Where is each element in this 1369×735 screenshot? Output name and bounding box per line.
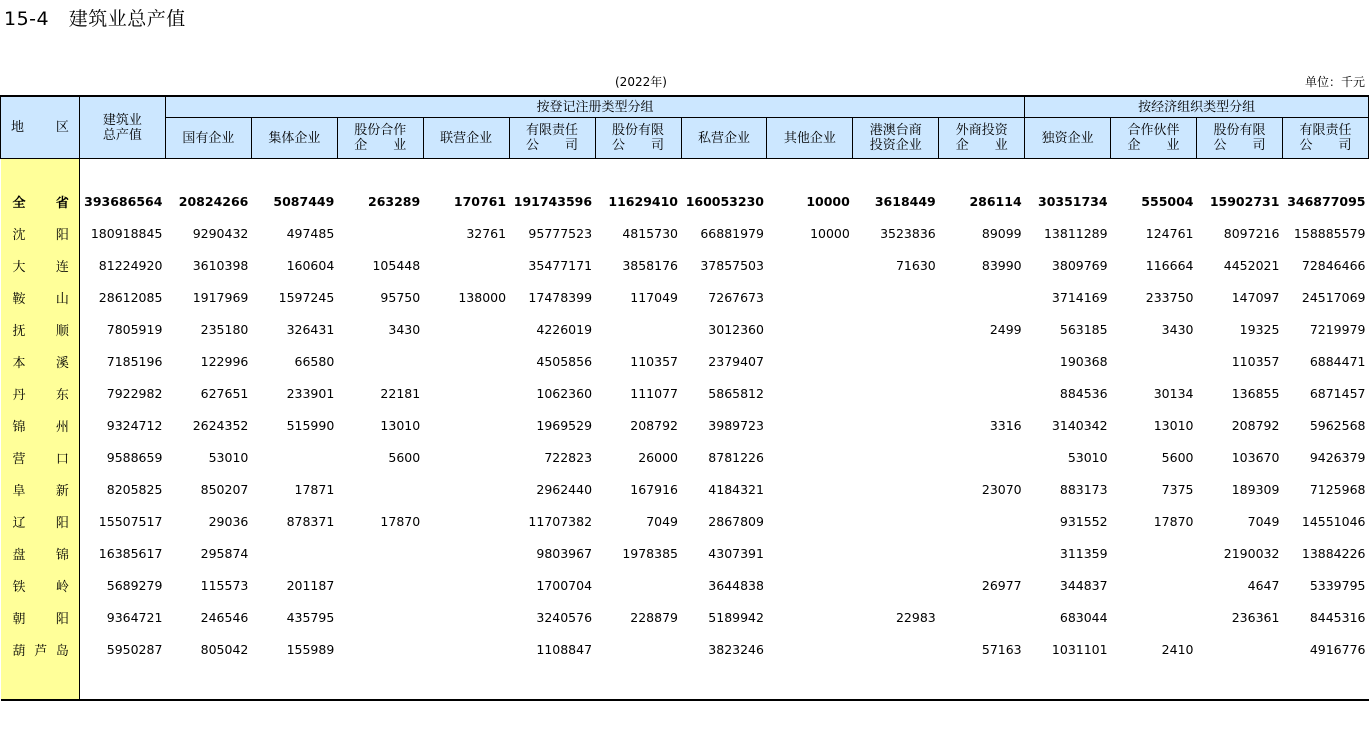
value-cell: 124761 bbox=[1145, 225, 1194, 241]
header-region: 地 区 bbox=[1, 96, 80, 159]
value-cell: 6884471 bbox=[1309, 353, 1366, 369]
value-cell: 9364721 bbox=[106, 609, 163, 625]
value-cell: 26000 bbox=[638, 449, 678, 465]
value-cell bbox=[939, 281, 1025, 313]
region-cell: 葫芦岛 bbox=[1, 633, 80, 665]
value-cell: 7219979 bbox=[1309, 321, 1366, 337]
value-cell: 9426379 bbox=[1309, 449, 1366, 465]
value-cell bbox=[337, 473, 423, 505]
value-cell: 28612085 bbox=[98, 289, 163, 305]
value-cell bbox=[423, 473, 509, 505]
header-econ-col-2: 股份有限 公 司 bbox=[1196, 118, 1282, 159]
value-cell bbox=[423, 569, 509, 601]
value-cell bbox=[251, 537, 337, 569]
table-row bbox=[1, 569, 1369, 601]
value-cell: 17870 bbox=[380, 513, 421, 529]
header-group-economic: 按经济组织类型分组 bbox=[1025, 96, 1369, 118]
value-cell: 20824266 bbox=[178, 193, 249, 209]
value-cell: 233901 bbox=[286, 385, 335, 401]
value-cell: 286114 bbox=[969, 193, 1022, 209]
value-cell: 17870 bbox=[1153, 513, 1194, 529]
value-cell bbox=[853, 473, 939, 505]
value-cell bbox=[595, 569, 681, 601]
value-cell bbox=[767, 313, 853, 345]
header-econ-col-1: 合作伙伴 企 业 bbox=[1111, 118, 1197, 159]
value-cell bbox=[767, 281, 853, 313]
value-cell: 8445316 bbox=[1309, 609, 1366, 625]
value-cell: 10000 bbox=[810, 225, 850, 241]
value-cell: 201187 bbox=[286, 577, 335, 593]
value-cell: 3316 bbox=[989, 417, 1022, 433]
table-body bbox=[1, 159, 1369, 701]
value-cell: 190368 bbox=[1059, 353, 1108, 369]
value-cell: 5689279 bbox=[106, 577, 163, 593]
construction-output-table bbox=[0, 95, 1369, 701]
value-cell bbox=[423, 345, 509, 377]
value-cell: 1597245 bbox=[278, 289, 335, 305]
value-cell: 5189942 bbox=[708, 609, 764, 625]
value-cell: 4226019 bbox=[536, 321, 593, 337]
value-cell: 7267673 bbox=[708, 289, 764, 305]
value-cell: 147097 bbox=[1231, 289, 1280, 305]
value-cell: 4307391 bbox=[708, 545, 764, 561]
value-cell: 3618449 bbox=[874, 193, 936, 209]
value-cell: 208792 bbox=[1231, 417, 1280, 433]
value-cell: 3644838 bbox=[708, 577, 764, 593]
value-cell: 167916 bbox=[630, 481, 678, 497]
value-cell bbox=[1196, 633, 1282, 665]
value-cell bbox=[939, 377, 1025, 409]
value-cell: 883173 bbox=[1059, 481, 1108, 497]
value-cell: 17478399 bbox=[528, 289, 593, 305]
value-cell: 228879 bbox=[630, 609, 678, 625]
value-cell bbox=[423, 601, 509, 633]
region-cell: 丹东 bbox=[1, 377, 80, 409]
value-cell bbox=[595, 313, 681, 345]
table-row bbox=[1, 281, 1369, 313]
value-cell: 117049 bbox=[630, 289, 678, 305]
value-cell: 5600 bbox=[388, 449, 421, 465]
value-cell bbox=[767, 505, 853, 537]
value-cell: 1108847 bbox=[536, 641, 593, 657]
page-title: 15-4 建筑业总产值 bbox=[4, 8, 186, 30]
value-cell: 7375 bbox=[1161, 481, 1194, 497]
value-cell: 83990 bbox=[981, 257, 1022, 273]
value-cell: 263289 bbox=[368, 193, 421, 209]
unit-label: 单位：千元 bbox=[1304, 75, 1365, 89]
value-cell bbox=[337, 345, 423, 377]
header-reg-col-0: 国有企业 bbox=[165, 118, 251, 159]
value-cell: 4452021 bbox=[1223, 257, 1280, 273]
header-reg-col-6: 私营企业 bbox=[681, 118, 767, 159]
value-cell: 4815730 bbox=[622, 225, 678, 241]
value-cell: 14551046 bbox=[1301, 513, 1366, 529]
value-cell: 295874 bbox=[200, 545, 249, 561]
value-cell bbox=[251, 441, 337, 473]
value-cell bbox=[767, 345, 853, 377]
region-cell: 本溪 bbox=[1, 345, 80, 377]
value-cell bbox=[1111, 345, 1197, 377]
value-cell: 1062360 bbox=[536, 385, 593, 401]
value-cell: 155989 bbox=[286, 641, 335, 657]
value-cell: 105448 bbox=[372, 257, 421, 273]
table-row bbox=[1, 441, 1369, 473]
value-cell: 122996 bbox=[200, 353, 249, 369]
value-cell: 35477171 bbox=[528, 257, 593, 273]
header-reg-col-5: 股份有限 公 司 bbox=[595, 118, 681, 159]
value-cell bbox=[767, 409, 853, 441]
value-cell: 2962440 bbox=[536, 481, 593, 497]
table-row bbox=[1, 473, 1369, 505]
value-cell: 850207 bbox=[200, 481, 249, 497]
value-cell: 3858176 bbox=[622, 257, 678, 273]
value-cell: 136855 bbox=[1231, 385, 1280, 401]
value-cell bbox=[423, 505, 509, 537]
value-cell: 3240576 bbox=[536, 609, 593, 625]
value-cell: 5950287 bbox=[106, 641, 163, 657]
value-cell: 1917969 bbox=[192, 289, 249, 305]
value-cell bbox=[853, 633, 939, 665]
header-total-output: 建筑业 总产值 bbox=[79, 96, 165, 159]
value-cell: 3809769 bbox=[1051, 257, 1108, 273]
region-cell: 抚顺 bbox=[1, 313, 80, 345]
value-cell: 19325 bbox=[1239, 321, 1280, 337]
value-cell: 53010 bbox=[208, 449, 249, 465]
value-cell: 7922982 bbox=[106, 385, 163, 401]
header-reg-col-4: 有限责任 公 司 bbox=[509, 118, 595, 159]
header-reg-col-2: 股份合作 企 业 bbox=[337, 118, 423, 159]
value-cell bbox=[1111, 537, 1197, 569]
value-cell: 13811289 bbox=[1043, 225, 1108, 241]
spacer-row bbox=[1, 665, 1369, 700]
value-cell: 878371 bbox=[286, 513, 335, 529]
value-cell: 208792 bbox=[630, 417, 678, 433]
value-cell bbox=[939, 601, 1025, 633]
value-cell: 53010 bbox=[1067, 449, 1108, 465]
value-cell: 9588659 bbox=[106, 449, 163, 465]
value-cell: 72846466 bbox=[1301, 257, 1366, 273]
value-cell: 180918845 bbox=[90, 225, 163, 241]
table-row bbox=[1, 505, 1369, 537]
value-cell bbox=[939, 345, 1025, 377]
header-group-registration: 按登记注册类型分组 bbox=[165, 96, 1024, 118]
value-cell bbox=[853, 569, 939, 601]
value-cell bbox=[853, 505, 939, 537]
value-cell: 30134 bbox=[1153, 385, 1194, 401]
value-cell bbox=[939, 441, 1025, 473]
value-cell: 9324712 bbox=[106, 417, 163, 433]
value-cell: 5865812 bbox=[708, 385, 764, 401]
value-cell bbox=[1111, 601, 1197, 633]
value-cell: 4647 bbox=[1247, 577, 1280, 593]
value-cell bbox=[767, 633, 853, 665]
value-cell: 9803967 bbox=[536, 545, 593, 561]
value-cell: 110357 bbox=[630, 353, 678, 369]
value-cell: 4505856 bbox=[536, 353, 593, 369]
value-cell bbox=[337, 217, 423, 249]
value-cell: 30351734 bbox=[1038, 193, 1108, 209]
value-cell: 22181 bbox=[380, 385, 421, 401]
value-cell: 2190032 bbox=[1223, 545, 1280, 561]
value-cell: 89099 bbox=[981, 225, 1022, 241]
value-cell: 29036 bbox=[208, 513, 249, 529]
value-cell: 15507517 bbox=[98, 513, 163, 529]
value-cell: 57163 bbox=[981, 641, 1022, 657]
value-cell: 103670 bbox=[1231, 449, 1280, 465]
value-cell: 1978385 bbox=[622, 545, 678, 561]
header-reg-col-3: 联营企业 bbox=[423, 118, 509, 159]
value-cell: 3430 bbox=[388, 321, 421, 337]
value-cell: 2499 bbox=[989, 321, 1022, 337]
value-cell: 246546 bbox=[200, 609, 249, 625]
value-cell bbox=[767, 473, 853, 505]
region-cell: 盘锦 bbox=[1, 537, 80, 569]
value-cell bbox=[853, 281, 939, 313]
header-econ-col-0: 独资企业 bbox=[1025, 118, 1111, 159]
region-cell-empty bbox=[1, 665, 80, 700]
value-cell: 683044 bbox=[1059, 609, 1108, 625]
header-reg-col-9: 外商投资 企 业 bbox=[939, 118, 1025, 159]
value-cell bbox=[767, 569, 853, 601]
value-cell: 1031101 bbox=[1051, 641, 1108, 657]
value-cell: 2624352 bbox=[192, 417, 249, 433]
value-cell: 66580 bbox=[294, 353, 335, 369]
value-cell: 7805919 bbox=[106, 321, 163, 337]
value-cell: 13884226 bbox=[1301, 545, 1366, 561]
value-cell: 2867809 bbox=[708, 513, 764, 529]
value-cell bbox=[423, 313, 509, 345]
table-row bbox=[1, 633, 1369, 665]
header-reg-col-8: 港澳台商 投资企业 bbox=[853, 118, 939, 159]
value-cell: 111077 bbox=[630, 385, 678, 401]
value-cell: 71630 bbox=[895, 257, 936, 273]
table-row bbox=[1, 313, 1369, 345]
value-cell: 326431 bbox=[286, 321, 335, 337]
value-cell bbox=[853, 537, 939, 569]
value-cell: 627651 bbox=[200, 385, 249, 401]
value-cell bbox=[767, 249, 853, 281]
value-cell bbox=[853, 345, 939, 377]
value-cell: 7049 bbox=[1247, 513, 1280, 529]
value-cell: 3823246 bbox=[708, 641, 764, 657]
value-cell: 236361 bbox=[1231, 609, 1280, 625]
value-cell: 5962568 bbox=[1309, 417, 1366, 433]
value-cell bbox=[423, 377, 509, 409]
value-cell: 5087449 bbox=[273, 193, 335, 209]
table-row bbox=[1, 537, 1369, 569]
value-cell: 11707382 bbox=[528, 513, 593, 529]
value-cell: 15902731 bbox=[1209, 193, 1280, 209]
value-cell bbox=[767, 537, 853, 569]
value-cell: 160053230 bbox=[685, 193, 764, 209]
value-cell: 393686564 bbox=[84, 193, 163, 209]
value-cell: 4916776 bbox=[1309, 641, 1366, 657]
value-cell: 4184321 bbox=[708, 481, 764, 497]
region-cell: 辽阳 bbox=[1, 505, 80, 537]
value-cell: 110357 bbox=[1231, 353, 1280, 369]
value-cell: 805042 bbox=[200, 641, 249, 657]
value-cell bbox=[423, 409, 509, 441]
value-cell: 37857503 bbox=[700, 257, 764, 273]
value-cell: 138000 bbox=[458, 289, 507, 305]
value-cell: 515990 bbox=[286, 417, 335, 433]
value-cell bbox=[423, 633, 509, 665]
value-cell: 23070 bbox=[981, 481, 1022, 497]
empty-cell bbox=[79, 159, 1368, 186]
value-cell: 95777523 bbox=[528, 225, 593, 241]
value-cell: 311359 bbox=[1059, 545, 1108, 561]
value-cell bbox=[337, 633, 423, 665]
header-subcolumns bbox=[1, 118, 1369, 159]
value-cell: 160604 bbox=[286, 257, 335, 273]
value-cell: 7049 bbox=[646, 513, 678, 529]
value-cell: 11629410 bbox=[608, 193, 678, 209]
value-cell: 6871457 bbox=[1309, 385, 1366, 401]
value-cell: 81224920 bbox=[98, 257, 163, 273]
value-cell: 13010 bbox=[380, 417, 421, 433]
value-cell: 931552 bbox=[1059, 513, 1108, 529]
value-cell: 555004 bbox=[1141, 193, 1194, 209]
region-cell: 沈阳 bbox=[1, 217, 80, 249]
value-cell: 26977 bbox=[981, 577, 1022, 593]
value-cell: 17871 bbox=[294, 481, 335, 497]
region-cell: 阜新 bbox=[1, 473, 80, 505]
value-cell: 5600 bbox=[1161, 449, 1194, 465]
value-cell: 22983 bbox=[895, 609, 936, 625]
header-reg-col-7: 其他企业 bbox=[767, 118, 853, 159]
value-cell: 3140342 bbox=[1051, 417, 1108, 433]
value-cell: 722823 bbox=[544, 449, 593, 465]
value-cell: 8205825 bbox=[106, 481, 163, 497]
region-cell-empty bbox=[1, 159, 80, 186]
value-cell bbox=[337, 569, 423, 601]
table-row bbox=[1, 217, 1369, 249]
value-cell: 1700704 bbox=[536, 577, 593, 593]
value-cell: 115573 bbox=[200, 577, 249, 593]
value-cell: 95750 bbox=[380, 289, 421, 305]
value-cell: 8781226 bbox=[708, 449, 764, 465]
value-cell: 191743596 bbox=[513, 193, 593, 209]
value-cell: 8097216 bbox=[1223, 225, 1280, 241]
value-cell: 7185196 bbox=[106, 353, 163, 369]
region-cell: 全省 bbox=[1, 185, 80, 217]
value-cell: 235180 bbox=[200, 321, 249, 337]
value-cell: 346877095 bbox=[1287, 193, 1366, 209]
value-cell bbox=[767, 377, 853, 409]
region-cell: 铁岭 bbox=[1, 569, 80, 601]
table-row bbox=[1, 249, 1369, 281]
value-cell: 3430 bbox=[1161, 321, 1194, 337]
value-cell: 9290432 bbox=[192, 225, 249, 241]
table-row bbox=[1, 409, 1369, 441]
value-cell bbox=[853, 377, 939, 409]
value-cell: 10000 bbox=[806, 193, 850, 209]
value-cell bbox=[767, 601, 853, 633]
value-cell: 3714169 bbox=[1051, 289, 1108, 305]
value-cell: 435795 bbox=[286, 609, 335, 625]
value-cell bbox=[1111, 569, 1197, 601]
spacer-row bbox=[1, 159, 1369, 186]
value-cell bbox=[337, 601, 423, 633]
value-cell: 16385617 bbox=[98, 545, 163, 561]
value-cell bbox=[337, 537, 423, 569]
value-cell: 7125968 bbox=[1309, 481, 1366, 497]
value-cell: 170761 bbox=[453, 193, 507, 209]
value-cell bbox=[423, 249, 509, 281]
value-cell: 884536 bbox=[1059, 385, 1108, 401]
region-cell: 鞍山 bbox=[1, 281, 80, 313]
data-table-container bbox=[0, 95, 1369, 701]
value-cell bbox=[423, 441, 509, 473]
value-cell bbox=[423, 537, 509, 569]
value-cell: 3012360 bbox=[708, 321, 764, 337]
value-cell: 5339795 bbox=[1309, 577, 1366, 593]
value-cell: 3610398 bbox=[192, 257, 249, 273]
table-row bbox=[1, 601, 1369, 633]
value-cell: 497485 bbox=[286, 225, 335, 241]
value-cell: 3989723 bbox=[708, 417, 764, 433]
table-row bbox=[1, 345, 1369, 377]
value-cell bbox=[939, 505, 1025, 537]
value-cell bbox=[939, 537, 1025, 569]
value-cell: 2379407 bbox=[708, 353, 764, 369]
value-cell bbox=[595, 633, 681, 665]
header-reg-col-1: 集体企业 bbox=[251, 118, 337, 159]
value-cell: 1969529 bbox=[536, 417, 593, 433]
year-label: (2022年) bbox=[615, 75, 667, 89]
value-cell bbox=[853, 409, 939, 441]
value-cell: 32761 bbox=[466, 225, 507, 241]
table-row-total bbox=[1, 185, 1369, 217]
empty-cell bbox=[79, 665, 1368, 700]
table-row bbox=[1, 377, 1369, 409]
value-cell: 189309 bbox=[1231, 481, 1280, 497]
value-cell: 158885579 bbox=[1293, 225, 1366, 241]
value-cell: 3523836 bbox=[880, 225, 936, 241]
value-cell: 66881979 bbox=[700, 225, 764, 241]
region-cell: 朝阳 bbox=[1, 601, 80, 633]
value-cell bbox=[853, 441, 939, 473]
value-cell: 344837 bbox=[1059, 577, 1108, 593]
region-cell: 锦州 bbox=[1, 409, 80, 441]
value-cell: 13010 bbox=[1153, 417, 1194, 433]
value-cell bbox=[853, 313, 939, 345]
value-cell: 116664 bbox=[1145, 257, 1194, 273]
value-cell: 563185 bbox=[1059, 321, 1108, 337]
value-cell bbox=[767, 441, 853, 473]
region-cell: 营口 bbox=[1, 441, 80, 473]
header-econ-col-3: 有限责任 公 司 bbox=[1282, 118, 1368, 159]
value-cell: 24517069 bbox=[1301, 289, 1366, 305]
region-cell: 大连 bbox=[1, 249, 80, 281]
value-cell: 233750 bbox=[1145, 289, 1194, 305]
value-cell: 2410 bbox=[1161, 641, 1194, 657]
